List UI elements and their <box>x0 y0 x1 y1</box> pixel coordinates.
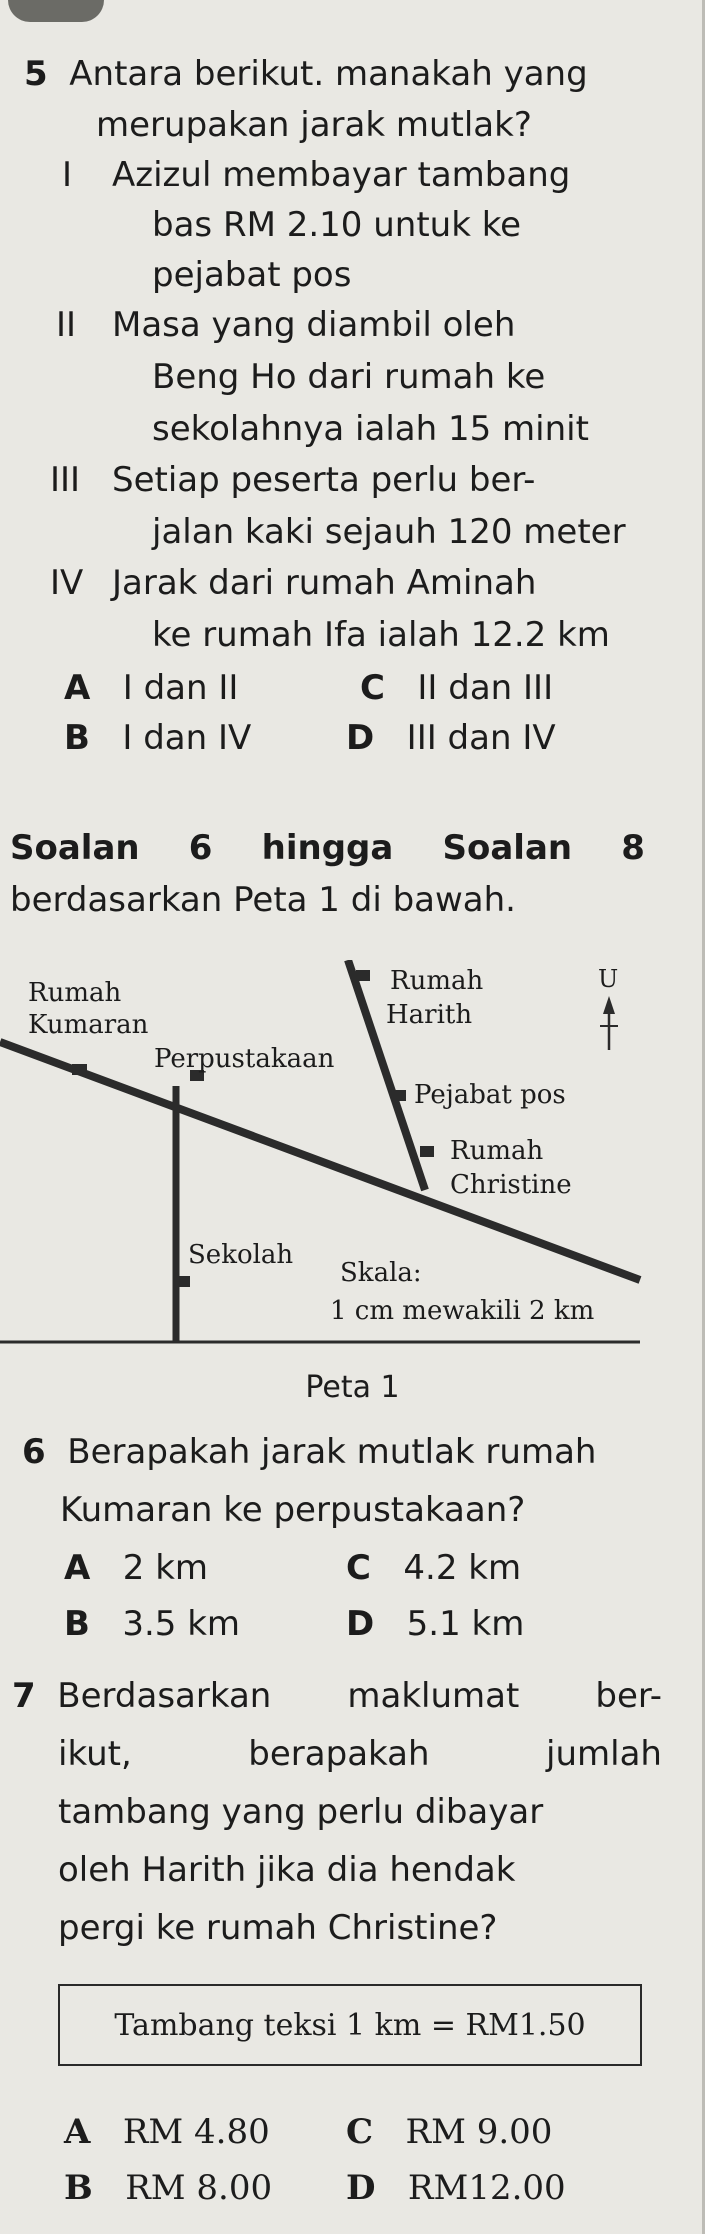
q7-stem-line1-first <box>12 1676 271 1716</box>
map-caption: Peta 1 <box>305 1370 400 1405</box>
q5-option-c-text: II dan III <box>417 668 554 708</box>
taxi-fare-text: Tambang teksi 1 km = RM1.50 <box>114 2007 586 2043</box>
q5-item1-line2-text: bas RM 2.10 untuk ke <box>152 205 522 245</box>
q7-option-d-text: RM12.00 <box>407 2168 566 2208</box>
q5-option-d-text: III dan IV <box>406 718 556 758</box>
q6-option-c[interactable] <box>346 1548 521 1588</box>
section-heading-line1 <box>10 828 645 868</box>
q6-option-a-letter: A <box>64 1548 91 1588</box>
q7-word-6: jumlah <box>546 1734 662 1774</box>
q5-number: 5 <box>24 54 48 94</box>
q7-stem-line5: pergi ke rumah Christine? <box>58 1908 498 1948</box>
q6-stem-text1: Berapakah jarak mutlak rumah <box>67 1432 597 1472</box>
q5-item1-line2 <box>152 205 672 245</box>
q6-option-b-letter: B <box>64 1604 90 1644</box>
label-scale-value: 1 cm mewakili 2 km <box>330 1296 595 1326</box>
q6-option-d[interactable] <box>346 1604 524 1644</box>
q7-option-a[interactable] <box>64 2112 270 2152</box>
taxi-fare-box <box>58 1984 642 2066</box>
q7-option-a-letter: A <box>64 2112 91 2152</box>
label-pejabat-pos: Pejabat pos <box>414 1080 566 1110</box>
q7-option-b-text: RM 8.00 <box>125 2168 273 2208</box>
label-north-u: U <box>598 965 619 993</box>
q5-option-a-letter: A <box>64 668 91 708</box>
q5-item4-line1: Jarak dari rumah Aminah <box>112 563 537 603</box>
section-heading-line2: berdasarkan Peta 1 di bawah. <box>10 880 516 920</box>
q7-number: 7 <box>12 1676 36 1716</box>
q5-item3-line2: jalan kaki sejauh 120 meter <box>152 512 626 552</box>
q5-stem-line2: merupakan jarak mutlak? <box>96 105 532 145</box>
q7-stem-line1 <box>12 1676 662 1716</box>
map-peta-1 <box>0 960 705 1380</box>
q6-option-a[interactable] <box>64 1548 208 1588</box>
q7-word-5: berapakah <box>248 1734 430 1774</box>
q6-number: 6 <box>22 1432 46 1472</box>
q6-option-c-letter: C <box>346 1548 371 1588</box>
q5-item-roman-2: II <box>56 305 77 345</box>
q6-stem-line2: Kumaran ke perpustakaan? <box>60 1490 526 1530</box>
q5-item3-line1: Setiap peserta perlu ber- <box>112 460 536 500</box>
q5-item1-line1: Azizul membayar tambang <box>112 155 571 195</box>
q6-option-d-text: 5.1 km <box>406 1604 525 1644</box>
q5-stem-text1: Antara berikut. manakah yang <box>69 54 588 94</box>
label-sekolah: Sekolah <box>188 1240 294 1270</box>
q6-option-a-text: 2 km <box>122 1548 209 1588</box>
q6-option-c-text: 4.2 km <box>403 1548 522 1588</box>
pejabat-pos-marker <box>392 1090 406 1101</box>
q5-item-roman-4: IV <box>50 563 84 603</box>
q5-option-b-letter: B <box>64 718 90 758</box>
q7-option-c-letter: C <box>346 2112 374 2152</box>
label-rumah-kumaran-1: Rumah <box>28 978 122 1008</box>
heading-word-1: Soalan <box>10 828 140 868</box>
q5-option-b-text: I dan IV <box>122 718 252 758</box>
q5-option-a[interactable] <box>64 668 238 708</box>
rumah-kumaran-marker <box>72 1064 87 1075</box>
q5-option-d[interactable] <box>346 718 556 758</box>
q6-option-b[interactable] <box>64 1604 240 1644</box>
label-rumah-christine-2: Christine <box>450 1170 572 1200</box>
label-skala: Skala: <box>340 1258 422 1288</box>
q7-option-c-text: RM 9.00 <box>405 2112 553 2152</box>
q5-item-roman-3: III <box>50 460 81 500</box>
q5-option-a-text: I dan II <box>122 668 239 708</box>
main-road <box>0 1042 640 1280</box>
q7-option-d[interactable] <box>346 2168 566 2208</box>
q7-option-b[interactable] <box>64 2168 272 2208</box>
label-perpustakaan: Perpustakaan <box>154 1044 335 1074</box>
q5-option-c-letter: C <box>360 668 385 708</box>
q5-option-c[interactable] <box>360 668 553 708</box>
q5-option-b[interactable] <box>64 718 251 758</box>
q5-item-roman-1: I <box>62 155 73 195</box>
q7-option-a-text: RM 4.80 <box>122 2112 270 2152</box>
rumah-harith-marker <box>356 970 370 981</box>
rumah-christine-marker <box>420 1146 434 1157</box>
heading-word-5: 8 <box>621 828 645 868</box>
page-corner-mark <box>8 0 104 22</box>
label-rumah-harith-2: Harith <box>386 1000 473 1030</box>
q7-stem-line4: oleh Harith jika dia hendak <box>58 1850 516 1890</box>
heading-word-3: hingga <box>261 828 394 868</box>
q5-item4-line2: ke rumah Ifa ialah 12.2 km <box>152 615 610 655</box>
q7-option-b-letter: B <box>64 2168 93 2208</box>
heading-word-2: 6 <box>188 828 213 868</box>
sekolah-marker <box>176 1276 190 1287</box>
q7-word-3: ber- <box>595 1676 662 1716</box>
q7-option-c[interactable] <box>346 2112 552 2152</box>
q5-stem-line1 <box>24 54 588 94</box>
q7-word-4: ikut, <box>58 1734 132 1774</box>
q7-word-2: maklumat <box>347 1676 520 1716</box>
q7-option-d-letter: D <box>346 2168 376 2208</box>
q5-item2-line1: Masa yang diambil oleh <box>112 305 516 345</box>
q5-item2-line2: Beng Ho dari rumah ke <box>152 357 546 397</box>
q7-stem-line2 <box>58 1734 662 1774</box>
q6-option-d-letter: D <box>346 1604 375 1644</box>
q5-option-d-letter: D <box>346 718 375 758</box>
q7-word-1: Berdasarkan <box>57 1676 272 1716</box>
heading-word-4: Soalan <box>442 828 573 868</box>
label-rumah-harith-1: Rumah <box>390 966 484 996</box>
label-rumah-kumaran-2: Kumaran <box>28 1010 149 1040</box>
north-arrow-head <box>603 996 615 1014</box>
q5-item1-line3: pejabat pos <box>152 255 352 295</box>
q5-item2-line3: sekolahnya ialah 15 minit <box>152 409 589 449</box>
q6-option-b-text: 3.5 km <box>122 1604 241 1644</box>
q7-stem-line3: tambang yang perlu dibayar <box>58 1792 544 1832</box>
label-rumah-christine-1: Rumah <box>450 1136 544 1166</box>
q6-stem-line1 <box>22 1432 596 1472</box>
